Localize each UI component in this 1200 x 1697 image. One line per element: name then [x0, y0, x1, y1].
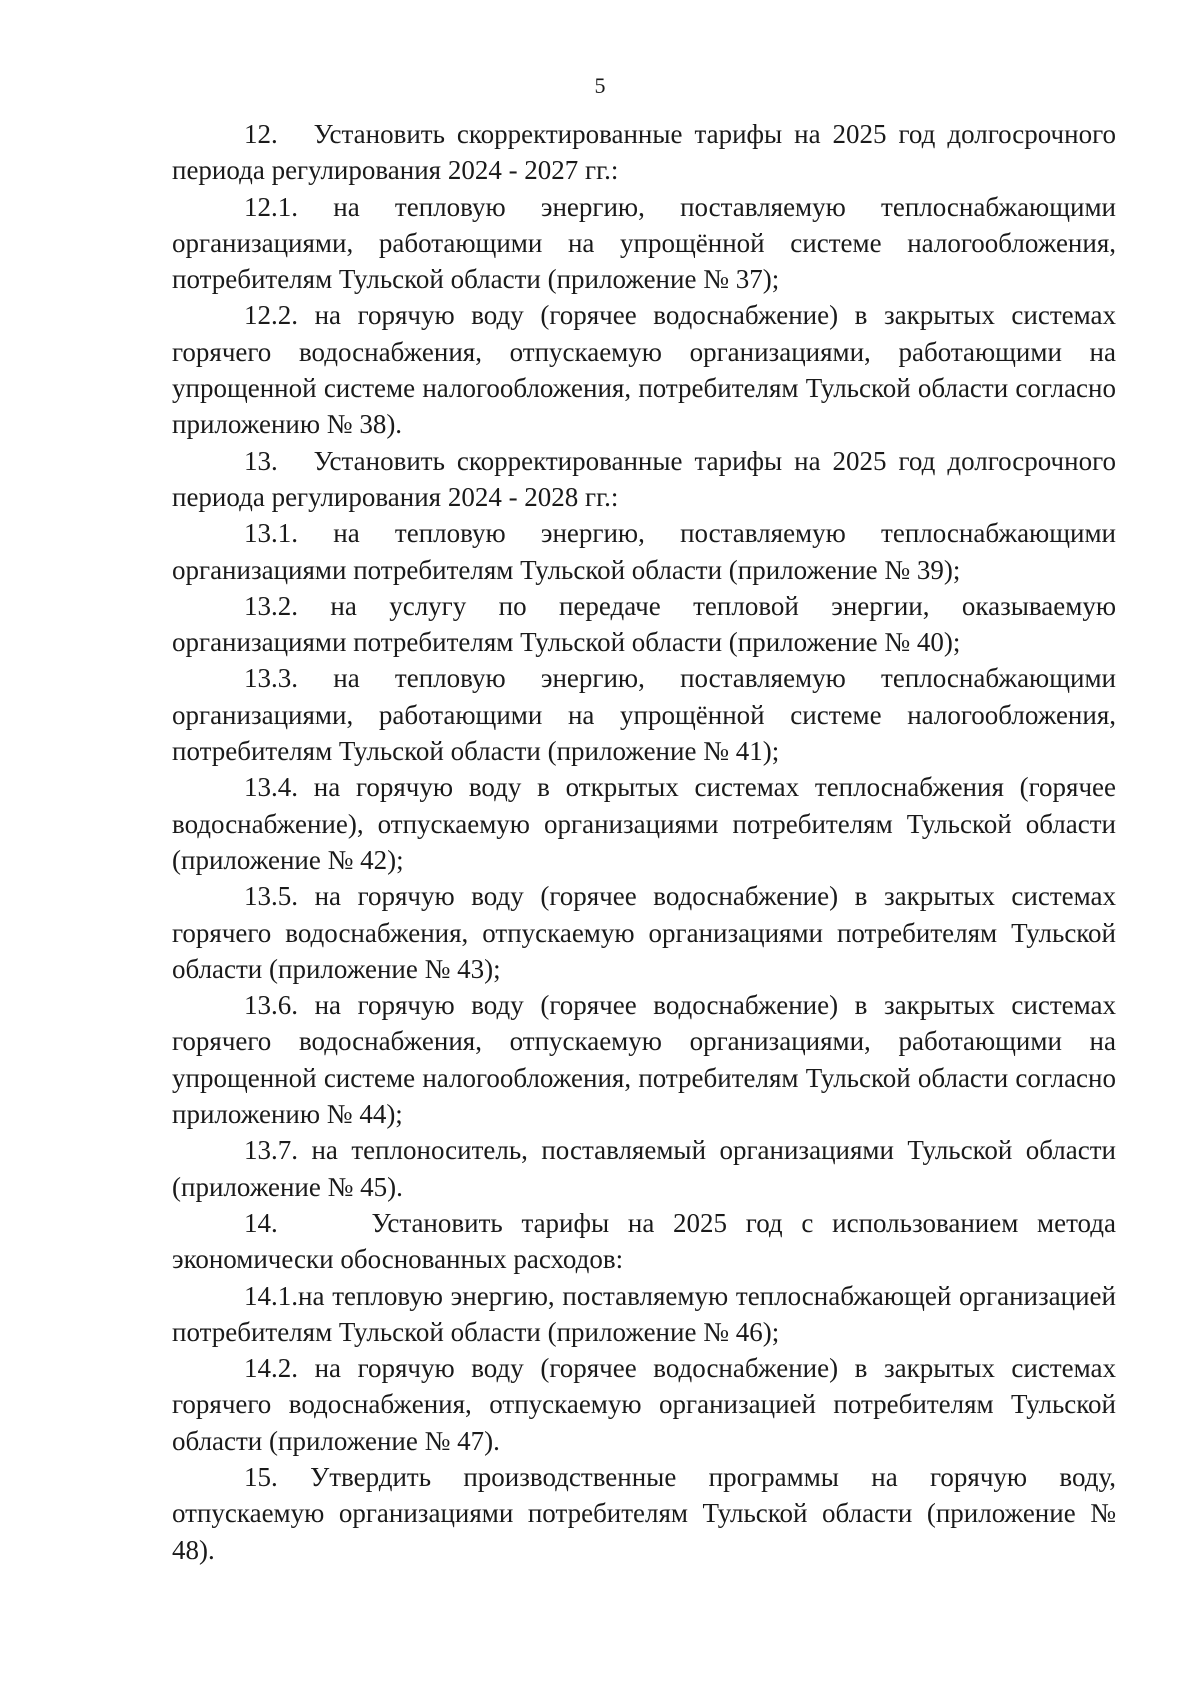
paragraph-13-3: 13.3. на тепловую энергию, поставляемую теплоснабжающими организациями, работающими на упрощённой системе налогообложения, потребителям Тульской области (приложение № 41);	[172, 663, 1116, 767]
paragraph-15: 15. Утвердить производственные программы на горячую воду, отпускаемую организациями потребителям Тульской области (приложение № 48).	[172, 1461, 1116, 1565]
paragraph-14-1: 14.1.на тепловую энергию, поставляемую теплоснабжающей организацией потребителям Тульской области (приложение № 46);	[172, 1280, 1116, 1347]
paragraph-13: 13. Установить скорректированные тарифы на 2025 год долгосрочного периода регулирования 2024 - 2028 гг.:	[172, 445, 1116, 512]
paragraph-12: 12. Установить скорректированные тарифы на 2025 год долгосрочного периода регулирования 2024 - 2027 гг.:	[172, 119, 1116, 186]
page-number: 5	[594, 73, 606, 98]
paragraph-13-2: 13.2. на услугу по передаче тепловой энергии, оказываемую организациями потребителям Тульской области (приложение № 40);	[172, 590, 1116, 658]
paragraph-13-5: 13.5. на горячую воду (горячее водоснабжение) в закрытых системах горячего водоснабжения, отпускаемую организациями потребителям Тульской области (приложение № 43);	[172, 881, 1116, 984]
paragraph-13-7: 13.7. на теплоноситель, поставляемый организациями Тульской области (приложение № 45).	[172, 1135, 1116, 1202]
paragraph-12-2: 12.2. на горячую воду (горячее водоснабжение) в закрытых системах горячего водоснабжения, отпускаемую организациями, работающими на упрощенной системе налогообложения, потребителям Тульской области согласно приложению № 38).	[172, 300, 1116, 440]
document-body	[172, 116, 1116, 1568]
paragraph-13-6: 13.6. на горячую воду (горячее водоснабжение) в закрытых системах горячего водоснабжения, отпускаемую организациями, работающими на упрощенной системе налогообложения, потребителям Тульской области согласно приложению № 44);	[172, 990, 1116, 1130]
paragraph-14-2: 14.2. на горячую воду (горячее водоснабжение) в закрытых системах горячего водоснабжения, отпускаемую организацией потребителям Тульской области (приложение № 47).	[172, 1353, 1116, 1456]
paragraph-12-1: 12.1. на тепловую энергию, поставляемую теплоснабжающими организациями, работающими на упрощённой системе налогообложения, потребителям Тульской области (приложение № 37);	[172, 191, 1116, 295]
paragraph-13-1: 13.1. на тепловую энергию, поставляемую теплоснабжающими организациями потребителям Тульской области (приложение № 39);	[172, 518, 1116, 585]
paragraph-13-4: 13.4. на горячую воду в открытых системах теплоснабжения (горячее водоснабжение), отпускаемую организациями потребителям Тульской области (приложение № 42);	[172, 772, 1116, 875]
paragraph-14: 14. Установить тарифы на 2025 год с использованием метода экономически обоснованных расходов:	[172, 1207, 1116, 1275]
